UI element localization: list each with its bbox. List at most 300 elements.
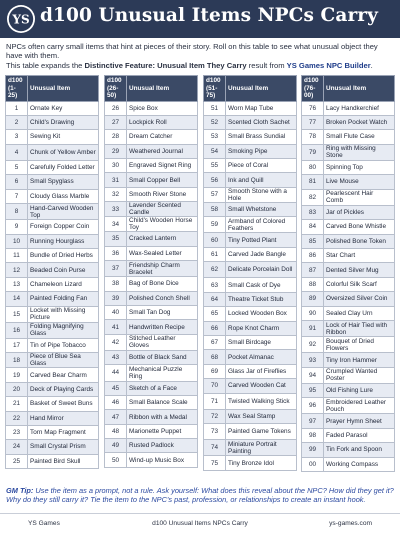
roll-number: 44 xyxy=(105,365,127,381)
roll-number: 27 xyxy=(105,115,127,129)
table-row xyxy=(6,322,99,338)
item-name: Small Flute Case xyxy=(324,130,395,144)
roll-number: 70 xyxy=(204,379,226,393)
table-row xyxy=(204,409,297,423)
roll-number: 68 xyxy=(204,350,226,364)
table-row xyxy=(302,160,395,174)
intro-line-2 xyxy=(6,61,396,70)
roll-number: 62 xyxy=(204,262,226,278)
page-header xyxy=(0,0,400,38)
table-row xyxy=(6,411,99,425)
roll-number: 30 xyxy=(105,159,127,173)
roll-number: 60 xyxy=(204,233,226,247)
roll-number: 56 xyxy=(204,173,226,187)
item-name: Pearlescent Hair Comb xyxy=(324,189,395,205)
roll-number: 24 xyxy=(6,440,28,454)
item-name: Carefully Folded Letter xyxy=(28,160,99,174)
item-name: Folding Magnifying Glass xyxy=(28,322,99,338)
table-row xyxy=(6,204,99,220)
item-name: Engraved Signet Ring xyxy=(127,159,198,173)
item-name: Spinning Top xyxy=(324,160,395,174)
table-row xyxy=(204,159,297,173)
item-name: Ink and Quill xyxy=(226,173,297,187)
item-name: Small Balance Scale xyxy=(127,395,198,409)
item-name: Wax Seal Stamp xyxy=(226,409,297,423)
item-name: Carved Wooden Cat xyxy=(226,379,297,393)
item-name: Miniature Portrait Painting xyxy=(226,440,297,456)
table-row xyxy=(302,263,395,277)
item-name: Twisted Walking Stick xyxy=(226,393,297,409)
table-row xyxy=(6,306,99,322)
roll-number: 67 xyxy=(204,335,226,349)
table-row xyxy=(302,115,395,129)
item-name: Bundle of Dried Herbs xyxy=(28,249,99,263)
item-name: Small Cask of Dye xyxy=(226,278,297,292)
roll-table xyxy=(301,75,395,472)
item-name: Wax-Sealed Letter xyxy=(127,246,198,260)
roll-number: 15 xyxy=(6,306,28,322)
table-row xyxy=(6,368,99,382)
item-name: Tin of Pipe Tobacco xyxy=(28,338,99,352)
roll-number: 12 xyxy=(6,263,28,277)
roll-number: 63 xyxy=(204,278,226,292)
table-row xyxy=(204,217,297,233)
logo-text: YS xyxy=(12,12,30,27)
item-name: Running Hourglass xyxy=(28,234,99,248)
item-name: Lockpick Roll xyxy=(127,115,198,129)
roll-number: 11 xyxy=(6,249,28,263)
item-name: Sealed Clay Urn xyxy=(324,306,395,320)
item-name: Cloudy Glass Marble xyxy=(28,189,99,203)
table-row xyxy=(105,101,198,115)
table-row xyxy=(302,337,395,353)
roll-number: 49 xyxy=(105,439,127,453)
roll-table xyxy=(104,75,198,468)
intro-line-2-part-c: result from xyxy=(246,60,287,70)
table-row xyxy=(302,353,395,367)
table-row xyxy=(105,305,198,319)
table-row xyxy=(105,439,198,453)
item-name: Tiny Iron Hammer xyxy=(324,353,395,367)
roll-number: 86 xyxy=(302,249,324,263)
table-row xyxy=(105,246,198,260)
table-row xyxy=(105,453,198,467)
item-name: Star Chart xyxy=(324,249,395,263)
roll-number: 66 xyxy=(204,321,226,335)
item-name: Faded Parasol xyxy=(324,428,395,442)
item-name: Embroidered Leather Pouch xyxy=(324,398,395,414)
item-name: Handwritten Recipe xyxy=(127,320,198,334)
item-name: Tiny Bronze Idol xyxy=(226,456,297,470)
item-name: Prayer Hymn Sheet xyxy=(324,414,395,428)
range-header: d100 (76-00) xyxy=(302,76,324,102)
table-row xyxy=(204,350,297,364)
table-row xyxy=(302,175,395,189)
roll-table xyxy=(203,75,297,471)
roll-number: 25 xyxy=(6,454,28,468)
roll-number: 58 xyxy=(204,202,226,216)
table-row xyxy=(204,292,297,306)
table-row xyxy=(302,249,395,263)
table-row xyxy=(6,382,99,396)
roll-number: 36 xyxy=(105,246,127,260)
page-footer xyxy=(0,513,400,533)
table-row xyxy=(204,440,297,456)
roll-number: 40 xyxy=(105,305,127,319)
roll-number: 87 xyxy=(302,263,324,277)
roll-number: 88 xyxy=(302,277,324,291)
intro-line-1: NPCs often carry small items that hint at pieces of their story. Roll on this table to see what unusual object they have with them. xyxy=(6,42,378,61)
roll-number: 19 xyxy=(6,368,28,382)
item-name: Weathered Journal xyxy=(127,144,198,158)
intro-product-name: YS Games NPC Builder xyxy=(286,60,371,70)
table-row xyxy=(302,292,395,306)
roll-number: 4 xyxy=(6,144,28,160)
table-row xyxy=(105,159,198,173)
d100-tables xyxy=(5,75,395,509)
table-row xyxy=(105,144,198,158)
roll-number: 48 xyxy=(105,424,127,438)
roll-number: 78 xyxy=(302,130,324,144)
item-name: Carved Bone Whistle xyxy=(324,220,395,234)
item-name: Piece of Coral xyxy=(226,159,297,173)
roll-number: 69 xyxy=(204,364,226,378)
roll-number: 97 xyxy=(302,414,324,428)
table-row xyxy=(105,350,198,364)
table-row xyxy=(105,410,198,424)
gm-tip-label: GM Tip: xyxy=(6,486,34,495)
roll-number: 90 xyxy=(302,306,324,320)
item-name: Live Mouse xyxy=(324,175,395,189)
item-name: Small Copper Bell xyxy=(127,173,198,187)
item-name: Smooth Stone with a Hole xyxy=(226,187,297,202)
table-row xyxy=(302,189,395,205)
item-name: Spice Box xyxy=(127,101,198,115)
table-row xyxy=(6,353,99,368)
roll-number: 16 xyxy=(6,322,28,338)
item-name: Dream Catcher xyxy=(127,130,198,144)
table-row xyxy=(204,393,297,409)
roll-number: 93 xyxy=(302,353,324,367)
table-row xyxy=(105,365,198,381)
table-row xyxy=(6,397,99,411)
table-row xyxy=(105,320,198,334)
roll-number: 94 xyxy=(302,367,324,383)
roll-number: 65 xyxy=(204,307,226,321)
item-name: Basket of Sweet Buns xyxy=(28,397,99,411)
table-row xyxy=(6,220,99,234)
item-name: Hand-Carved Wooden Top xyxy=(28,204,99,220)
roll-number: 34 xyxy=(105,217,127,232)
item-name: Locket with Missing Picture xyxy=(28,306,99,322)
roll-number: 72 xyxy=(204,409,226,423)
item-name: Working Compass xyxy=(324,457,395,471)
table-row xyxy=(6,454,99,468)
roll-number: 75 xyxy=(204,456,226,470)
item-name: Stitched Leather Gloves xyxy=(127,334,198,350)
item-name: Ornate Key xyxy=(28,101,99,115)
item-name: Small Tan Dog xyxy=(127,305,198,319)
roll-number: 33 xyxy=(105,202,127,217)
table-row xyxy=(105,381,198,395)
intro-line-2-part-a: This table expands the xyxy=(6,60,85,70)
range-header: d100 (1-25) xyxy=(6,76,28,102)
roll-number: 23 xyxy=(6,425,28,439)
roll-number: 00 xyxy=(302,457,324,471)
table-row xyxy=(6,440,99,454)
item-name: Carved Bear Charm xyxy=(28,368,99,382)
item-name: Lacy Handkerchief xyxy=(324,101,395,115)
roll-number: 17 xyxy=(6,338,28,352)
item-name: Small Crystal Prism xyxy=(28,440,99,454)
roll-number: 37 xyxy=(105,261,127,277)
roll-number: 95 xyxy=(302,383,324,397)
range-header: d100 (51-75) xyxy=(204,76,226,102)
table-row xyxy=(302,383,395,397)
roll-table-4 xyxy=(301,75,395,472)
table-row xyxy=(204,130,297,144)
item-name: Piece of Blue Sea Glass xyxy=(28,353,99,368)
item-name: Smoking Pipe xyxy=(226,144,297,158)
table-row xyxy=(302,220,395,234)
table-row xyxy=(6,160,99,174)
table-row xyxy=(302,320,395,336)
table-row xyxy=(105,202,198,217)
roll-number: 92 xyxy=(302,337,324,353)
table-row xyxy=(6,175,99,189)
roll-number: 38 xyxy=(105,277,127,291)
roll-table xyxy=(5,75,99,469)
roll-number: 59 xyxy=(204,217,226,233)
table-row xyxy=(6,144,99,160)
table-row xyxy=(6,263,99,277)
item-name: Hand Mirror xyxy=(28,411,99,425)
item-name: Torn Map Fragment xyxy=(28,425,99,439)
roll-number: 61 xyxy=(204,247,226,261)
item-name: Child's Drawing xyxy=(28,115,99,129)
footer-center: d100 Unusual Items NPCs Carry xyxy=(152,520,248,527)
table-row xyxy=(6,425,99,439)
item-name: Rope Knot Charm xyxy=(226,321,297,335)
roll-number: 77 xyxy=(302,115,324,129)
table-row xyxy=(204,173,297,187)
table-row xyxy=(204,364,297,378)
table-row xyxy=(302,457,395,471)
item-name: Ribbon with a Medal xyxy=(127,410,198,424)
item-name: Smooth River Stone xyxy=(127,187,198,201)
table-row xyxy=(204,335,297,349)
footer-right: ys-games.com xyxy=(329,520,372,527)
item-name: Chunk of Yellow Amber xyxy=(28,144,99,160)
item-name: Marionette Puppet xyxy=(127,424,198,438)
table-row xyxy=(105,291,198,305)
item-name: Tin Fork and Spoon xyxy=(324,443,395,457)
table-row xyxy=(302,130,395,144)
roll-number: 29 xyxy=(105,144,127,158)
roll-number: 47 xyxy=(105,410,127,424)
item-name: Broken Pocket Watch xyxy=(324,115,395,129)
roll-number: 14 xyxy=(6,292,28,306)
roll-table-3 xyxy=(203,75,297,471)
roll-number: 91 xyxy=(302,320,324,336)
item-name: Wind-up Music Box xyxy=(127,453,198,467)
roll-number: 35 xyxy=(105,232,127,246)
roll-number: 81 xyxy=(302,175,324,189)
ys-games-logo xyxy=(6,4,36,34)
table-row xyxy=(204,101,297,115)
roll-number: 53 xyxy=(204,130,226,144)
roll-number: 8 xyxy=(6,204,28,220)
range-header: d100 (26-50) xyxy=(105,76,127,102)
table-row xyxy=(302,234,395,248)
roll-number: 98 xyxy=(302,428,324,442)
item-name: Jar of Pickles xyxy=(324,205,395,219)
item-name: Crumpled Wanted Poster xyxy=(324,367,395,383)
roll-number: 28 xyxy=(105,130,127,144)
item-name: Ring with Missing Stone xyxy=(324,144,395,160)
item-name: Pocket Almanac xyxy=(226,350,297,364)
item-name: Locked Wooden Box xyxy=(226,307,297,321)
gm-tip-text: Use the item as a prompt, not a rule. Ask yourself: What does this reveal about the NPC? How did they get it? Why do they still carry it? Tie the item to the NPC's past, profession, or relationships to create an instant hook. xyxy=(6,486,394,505)
item-name: Beaded Coin Purse xyxy=(28,263,99,277)
item-name: Carved Jade Bangle xyxy=(226,247,297,261)
item-name: Sewing Kit xyxy=(28,130,99,144)
item-name: Colorful Silk Scarf xyxy=(324,277,395,291)
item-name: Bouquet of Dried Flowers xyxy=(324,337,395,353)
roll-number: 20 xyxy=(6,382,28,396)
table-row xyxy=(6,292,99,306)
roll-number: 3 xyxy=(6,130,28,144)
table-row xyxy=(6,234,99,248)
roll-number: 79 xyxy=(302,144,324,160)
table-row xyxy=(302,205,395,219)
intro-feature-name: Distinctive Feature: Unusual Item They Carry xyxy=(84,60,247,70)
item-name: Painted Bird Skull xyxy=(28,454,99,468)
roll-number: 13 xyxy=(6,277,28,291)
roll-number: 21 xyxy=(6,397,28,411)
item-name: Small Birdcage xyxy=(226,335,297,349)
item-name: Cracked Lantern xyxy=(127,232,198,246)
table-row xyxy=(105,130,198,144)
item-name: Oversized Silver Coin xyxy=(324,292,395,306)
item-name: Mechanical Puzzle Ring xyxy=(127,365,198,381)
table-row xyxy=(105,217,198,232)
roll-number: 32 xyxy=(105,187,127,201)
item-name: Worn Map Tube xyxy=(226,101,297,115)
item-name: Polished Conch Shell xyxy=(127,291,198,305)
table-row xyxy=(204,262,297,278)
item-name: Scented Cloth Sachet xyxy=(226,115,297,129)
roll-number: 80 xyxy=(302,160,324,174)
roll-number: 1 xyxy=(6,101,28,115)
table-row xyxy=(105,395,198,409)
table-row xyxy=(6,189,99,203)
item-name: Deck of Playing Cards xyxy=(28,382,99,396)
table-row xyxy=(6,338,99,352)
table-row xyxy=(6,277,99,291)
table-row xyxy=(204,233,297,247)
gm-tip xyxy=(6,486,396,504)
roll-number: 7 xyxy=(6,189,28,203)
table-row xyxy=(204,247,297,261)
table-row xyxy=(6,130,99,144)
roll-number: 26 xyxy=(105,101,127,115)
table-row xyxy=(6,115,99,129)
roll-number: 31 xyxy=(105,173,127,187)
roll-number: 39 xyxy=(105,291,127,305)
item-name: Painted Game Tokens xyxy=(226,424,297,440)
item-name: Small Whetstone xyxy=(226,202,297,216)
table-row xyxy=(105,115,198,129)
roll-number: 18 xyxy=(6,353,28,368)
roll-number: 76 xyxy=(302,101,324,115)
table-row xyxy=(105,232,198,246)
table-row xyxy=(105,277,198,291)
item-name: Foreign Copper Coin xyxy=(28,220,99,234)
table-row xyxy=(204,202,297,216)
item-name: Chameleon Lizard xyxy=(28,277,99,291)
roll-number: 57 xyxy=(204,187,226,202)
intro-line-2-part-e: . xyxy=(370,60,373,70)
item-header: Unusual Item xyxy=(127,76,198,102)
item-name: Rusted Padlock xyxy=(127,439,198,453)
table-row xyxy=(6,249,99,263)
item-name: Theatre Ticket Stub xyxy=(226,292,297,306)
item-name: Polished Bone Token xyxy=(324,234,395,248)
table-row xyxy=(302,144,395,160)
roll-number: 45 xyxy=(105,381,127,395)
table-row xyxy=(204,307,297,321)
roll-number: 22 xyxy=(6,411,28,425)
roll-table-2 xyxy=(104,75,198,468)
item-name: Dented Silver Mug xyxy=(324,263,395,277)
table-row xyxy=(105,261,198,277)
table-row xyxy=(105,334,198,350)
roll-number: 83 xyxy=(302,205,324,219)
roll-number: 71 xyxy=(204,393,226,409)
item-name: Armband of Colored Feathers xyxy=(226,217,297,233)
table-row xyxy=(204,321,297,335)
table-row xyxy=(105,187,198,201)
table-row xyxy=(6,101,99,115)
item-name: Child's Wooden Horse Toy xyxy=(127,217,198,232)
roll-number: 43 xyxy=(105,350,127,364)
roll-number: 10 xyxy=(6,234,28,248)
intro-text xyxy=(6,42,396,70)
table-row xyxy=(204,187,297,202)
table-row xyxy=(302,306,395,320)
roll-number: 64 xyxy=(204,292,226,306)
item-name: Friendship Charm Bracelet xyxy=(127,261,198,277)
roll-number: 89 xyxy=(302,292,324,306)
roll-number: 51 xyxy=(204,101,226,115)
table-row xyxy=(105,173,198,187)
item-name: Bag of Bone Dice xyxy=(127,277,198,291)
table-row xyxy=(204,379,297,393)
table-row xyxy=(302,443,395,457)
roll-number: 74 xyxy=(204,440,226,456)
roll-number: 99 xyxy=(302,443,324,457)
item-header: Unusual Item xyxy=(28,76,99,102)
table-row xyxy=(204,115,297,129)
item-name: Small Brass Sundial xyxy=(226,130,297,144)
item-name: Old Fishing Lure xyxy=(324,383,395,397)
item-name: Painted Folding Fan xyxy=(28,292,99,306)
table-row xyxy=(105,424,198,438)
footer-left: YS Games xyxy=(28,520,60,527)
table-row xyxy=(302,414,395,428)
item-name: Delicate Porcelain Doll xyxy=(226,262,297,278)
